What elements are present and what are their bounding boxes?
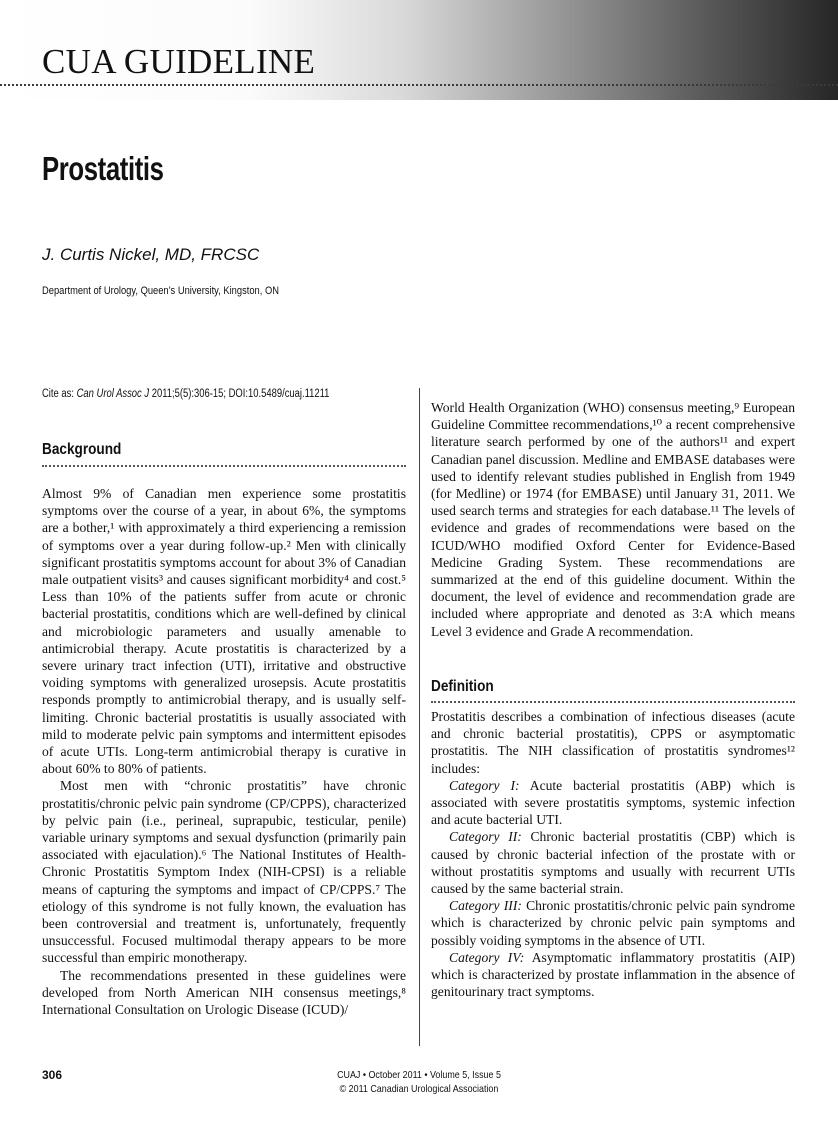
category-2 [431,828,795,897]
category-1 [431,777,795,829]
background-heading-rule [42,465,406,467]
category-2-label: Category II: [449,829,522,845]
category-2-text: Chronic bacterial prostatitis (CBP) which is caused by chronic bacterial infection of the prostate with or without prostatitis symptoms and usually with recurrent UTIs caused by the same bacterial strain. [431,829,795,897]
category-3 [431,897,795,949]
category-1-label: Category I: [449,777,520,793]
category-3-text: Chronic prostatitis/chronic pelvic pain syndrome which is characterized by chronic pelvic pain symptoms and possibly voiding symptoms in the absence of UTI. [431,898,795,948]
banner-dotted-rule [0,84,838,86]
background-paragraph-3-continued: World Health Organization (WHO) consensus meeting,⁹ European Guideline Committee recommendations,¹⁰ a recent comprehensive literature search performed by one of the authors¹¹ and expert Canadian panel discussion. Medline and EMBASE databases were used to identify relevant studies published in English from 1949 (for Medline) or 1974 (for EMBASE) until January 31, 2011. We used search terms and strategies for each database.¹¹ The levels of evidence and grades of recommendations were based on the ICUD/WHO modified Oxford Center for Evidence-Based Medicine Grading System. These recommendations are summarized at the end of this guideline document. Within the document, the level of evidence and recommendation grade are included where appropriate and denoted as 3:A which means Level 3 evidence and Grade A recommendation. [431,400,795,639]
category-3-label: Category III: [449,898,522,914]
footer-journal-line: CUAJ • October 2011 • Volume 5, Issue 5 [337,1069,501,1081]
category-1-text: Acute bacterial prostatitis (ABP) which is associated with severe prostatitis symptoms, systemic infection and acute bacterial UTI. [431,777,796,828]
background-paragraph-2: Most men with “chronic prostatitis” have chronic prostatitis/chronic pelvic pain syndrome (CP/CPPS), characterized by pelvic pain (i.e., perineal, suprapubic, testicular, penile) variable urinary symptoms and sexual dysfunction (primarily pain associated with ejaculation).⁶ The National Institutes of Health-Chronic Prostatitis Symptom Index (NIH-CPSI) is a reliable means of capturing the symptoms and impact of CP/CPPS.⁷ The etiology of this syndrome is not fully known, the evaluation has been controversial and treatment is, unfortunately, frequently unsuccessful. Focused multimodal therapy appears to be more successful than empiric monotherapy. [42,778,406,966]
background-paragraph-1: Almost 9% of Canadian men experience some prostatitis symptoms over the course of a year, in about 6%, the symptoms are a bother,¹ with approximately a third experiencing a remission of symptoms over a year during follow-up.² Men with clinically significant prostatitis symptoms account for about 3% of Canadian male outpatient visits³ and causes significant morbidity⁴ and cost.⁵ Less than 10% of the patients suffer from acute or chronic bacterial prostatitis, conditions which are well-defined by clinical and microbiologic parameters and usually amenable to antimicrobial therapy. Acute prostatitis is characterized by a severe urinary tract infection (UTI), irritative and obstructive voiding symptoms with generalized urosepsis. Acute prostatitis responds promptly to antimicrobial therapy, and is usually self-limiting. Chronic bacterial prostatitis is usually associated with mild to moderate pelvic pain symptoms and intermittent episodes of acute UTIs. Long-term antimicrobial therapy is curative in about 60% to 80% of patients. [42,486,406,777]
footer-journal-info [275,1068,562,1096]
citation [42,388,329,400]
definition-heading: Definition [431,678,494,695]
citation-details: 2011;5(5):306-15; DOI:10.5489/cuaj.11211 [149,388,330,400]
category-4 [431,949,795,1001]
author-affiliation: Department of Urology, Queen’s University, Kingston, ON [42,285,279,297]
background-heading: Background [42,441,122,458]
definition-intro: Prostatitis describes a combination of infectious diseases (acute and chronic bacterial prostatitis), CPPS or asymptomatic prostatitis. The NIH classification of prostatitis syndromes¹² includes: [431,709,795,776]
definition-heading-rule [431,701,795,703]
category-4-label: Category IV: [449,949,525,965]
left-column [42,485,406,1018]
column-divider [419,388,420,1046]
right-column-continuation [431,399,795,640]
article-title: Prostatitis [42,150,164,187]
background-paragraph-3: The recommendations presented in these guidelines were developed from North American NIH consensus meetings,⁸ International Consultation on Urologic Disease (ICUD)/ [42,967,406,1018]
banner-title: CUA GUIDELINE [42,42,316,81]
citation-journal: Can Urol Assoc J [76,388,150,400]
page-number: 306 [42,1068,63,1082]
citation-prefix: Cite as: [42,388,77,400]
author-name: J. Curtis Nickel, MD, FRCSC [42,245,260,264]
category-4-text: Asymptomatic inflammatory prostatitis (AIP) which is characterized by prostate inflammation in the absence of genitourinary tract symptoms. [431,949,795,1000]
footer-copyright: © 2011 Canadian Urological Association [339,1083,499,1095]
definition-body [431,708,795,1000]
header-banner [0,0,838,100]
